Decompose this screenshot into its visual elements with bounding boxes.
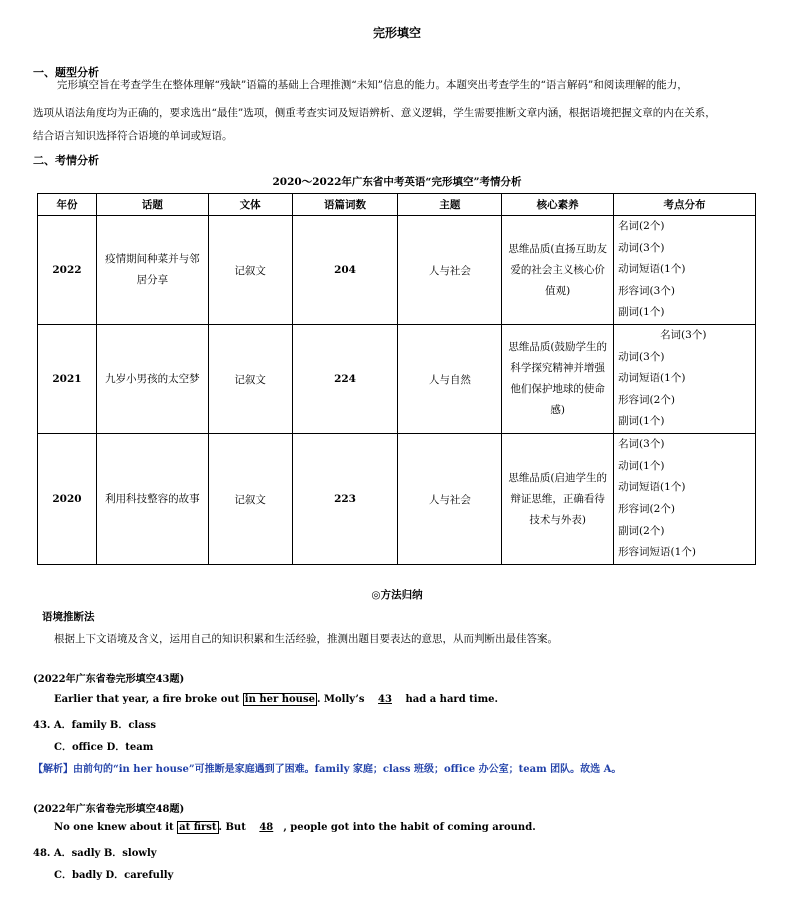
cell-genre: 记叙文 <box>208 216 292 325</box>
point-item: 动词(1个) <box>618 459 665 472</box>
cell-points <box>614 434 756 565</box>
table-caption: 2020～2022年广东省中考英语“完形填空”考情分析 <box>272 176 522 188</box>
cell-topic: 疫情期间种菜并与邻居分享 <box>96 216 208 325</box>
q43-sentence <box>54 694 498 705</box>
col-header-genre: 文体 <box>208 194 292 216</box>
cell-words: 224 <box>292 325 398 434</box>
cell-genre: 记叙文 <box>208 325 292 434</box>
point-item: 名词(2个) <box>618 220 665 233</box>
point-item: 动词短语(1个) <box>618 481 686 494</box>
section1-heading: 一、题型分析 <box>33 66 99 79</box>
point-item: 名词(3个) <box>618 438 665 451</box>
cell-year: 2022 <box>38 216 97 325</box>
cell-genre: 记叙文 <box>208 434 292 565</box>
point-item: 形容词(2个) <box>618 503 675 515</box>
q43-options-row-2: C．office D．team <box>54 742 154 753</box>
cell-literacy: 思维品质(鼓励学生的科学探究精神并增强他们保护地球的使命感) <box>502 325 614 434</box>
point-item: 形容词(2个) <box>618 393 675 406</box>
point-item: 副词(2个) <box>618 524 665 537</box>
cell-theme: 人与自然 <box>398 325 502 434</box>
point-item: 形容词(3个) <box>618 284 675 297</box>
section1-line-1: 完形填空旨在考查学生在整体理解“残缺”语篇的基础上合理推测“未知”信息的能力。本题突出考查学生的“语言解码”和阅读理解的能力， <box>57 79 688 91</box>
q43-blank: 43 <box>378 694 392 705</box>
q43-boxed-phrase: in her house <box>244 694 315 705</box>
q43-source: (2022年广东省卷完形填空43题) <box>33 674 185 685</box>
q43-sentence-part-b: . Molly’s <box>316 694 369 705</box>
exam-analysis-table <box>37 193 756 565</box>
q48-options-row-1: 48. A．sadly B．slowly <box>33 848 157 859</box>
cell-theme: 人与社会 <box>398 434 502 565</box>
col-header-topic: 话题 <box>96 194 208 216</box>
cell-topic: 九岁小男孩的太空梦 <box>96 325 208 434</box>
q43-sentence-part-c: had a hard time. <box>402 694 499 705</box>
method-heading: ◎方法归纳 <box>371 589 423 601</box>
method-subheading: 语境推断法 <box>42 611 95 623</box>
cell-words: 223 <box>292 434 398 565</box>
table-row <box>38 216 756 325</box>
table-header-row <box>38 194 756 216</box>
q48-boxed-phrase: at first <box>179 822 217 833</box>
table-row <box>38 434 756 565</box>
q48-sentence-part-b: . But <box>218 822 250 833</box>
col-header-points: 考点分布 <box>614 194 756 216</box>
method-text: 根据上下文语境及含义，运用自己的知识积累和生活经验，推测出题目要表达的意思，从而判断出最佳答案。 <box>54 633 558 645</box>
point-item: 形容词短语(1个) <box>618 546 696 559</box>
q43-sentence-part-a: Earlier that year, a fire broke out <box>54 694 243 705</box>
point-item: 动词短语(1个) <box>618 372 686 385</box>
q48-sentence-part-a: No one knew about it <box>54 822 178 833</box>
cell-theme: 人与社会 <box>398 216 502 325</box>
section1-line-2: 选项从语法角度均为正确的，要求选出“最佳”选项，侧重考查实词及短语辨析、意义逻辑，学生需要推断文章内涵，根据语境把握文章的内在关系， <box>33 107 716 119</box>
analysis-tag: 【解析】 <box>33 764 73 775</box>
cell-points <box>614 325 756 434</box>
point-item: 动词(3个) <box>618 350 665 363</box>
table-row <box>38 325 756 434</box>
point-item: 动词短语(1个) <box>618 263 686 276</box>
col-header-literacy: 核心素养 <box>502 194 614 216</box>
col-header-theme: 主题 <box>398 194 502 216</box>
q43-options-row-1: 43. A．family B．class <box>33 720 156 731</box>
cell-year: 2020 <box>38 434 97 565</box>
q48-sentence-part-c: , people got into the habit of coming around. <box>283 822 536 833</box>
point-item: 副词(1个) <box>618 415 665 428</box>
q43-analysis <box>33 760 621 775</box>
cell-words: 204 <box>292 216 398 325</box>
cell-year: 2021 <box>38 325 97 434</box>
cell-topic: 利用科技整容的故事 <box>96 434 208 565</box>
page-title: 完形填空 <box>372 26 421 40</box>
q48-sentence <box>54 822 536 833</box>
cell-points <box>614 216 756 325</box>
section2-heading: 二、考情分析 <box>33 154 99 167</box>
section1-line-3: 结合语言知识选择符合语境的单词或短语。 <box>33 130 233 142</box>
col-header-year: 年份 <box>38 194 97 216</box>
q48-blank: 48 <box>259 822 274 833</box>
point-item: 动词(3个) <box>618 241 665 254</box>
cell-literacy: 思维品质(直扬互助友爱的社会主义核心价值观) <box>502 216 614 325</box>
point-item: 名词(3个) <box>660 329 707 342</box>
col-header-words: 语篇词数 <box>292 194 398 216</box>
q48-source: (2022年广东省卷完形填空48题) <box>33 804 185 815</box>
analysis-text: 由前句的“in her house”可推断是家庭遇到了困难。family 家庭；class 班级；office 办公室；team 团队。故选 A。 <box>73 764 622 775</box>
q48-options-row-2: C．badly D．carefully <box>54 870 174 881</box>
point-item: 副词(1个) <box>618 306 665 319</box>
cell-literacy: 思维品质(启迪学生的辩证思维，正确看待技术与外表) <box>502 434 614 565</box>
